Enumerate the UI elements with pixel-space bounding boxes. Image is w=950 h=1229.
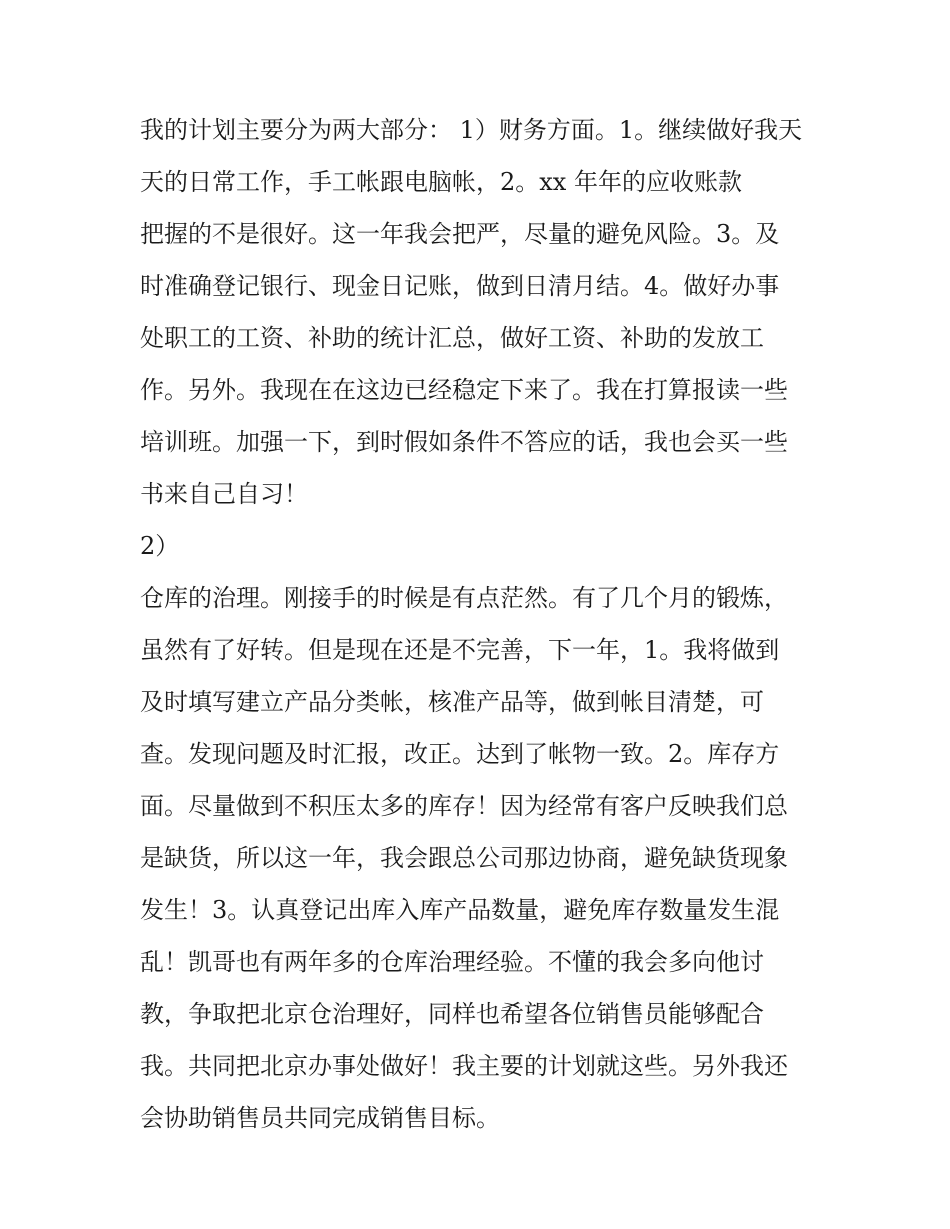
text-line: 仓库的治理。刚接手的时候是有点茫然。有了几个月的锻炼， [140,584,788,612]
text-line: 会协助销售员共同完成销售目标。 [140,1104,500,1132]
text-line: 天的日常工作，手工帐跟电脑帐，2。xx 年年的应收账款 [140,168,742,196]
text-line: 时准确登记银行、现金日记账，做到日清月结。4。做好办事 [140,272,780,300]
text-line: 处职工的工资、补助的统计汇总，做好工资、补助的发放工 [140,324,764,352]
text-line: 作。另外。我现在在这边已经稳定下来了。我在打算报读一些 [140,376,788,404]
section-number: 2） [140,532,180,560]
text-line: 发生！3。认真登记出库入库产品数量，避免库存数量发生混 [140,896,780,924]
text-line: 是缺货，所以这一年，我会跟总公司那边协商，避免缺货现象 [140,844,788,872]
text-line: 我。共同把北京办事处做好！我主要的计划就这些。另外我还 [140,1052,788,1080]
text-line: 我的计划主要分为两大部分： 1）财务方面。1。继续做好我天 [140,116,803,144]
text-line: 及时填写建立产品分类帐，核准产品等，做到帐目清楚，可 [140,688,764,716]
body-text [140,104,840,1144]
text-line: 把握的不是很好。这一年我会把严，尽量的避免风险。3。及 [140,220,780,248]
text-line: 虽然有了好转。但是现在还是不完善，下一年，1。我将做到 [140,636,780,664]
text-line: 查。发现问题及时汇报，改正。达到了帐物一致。2。库存方 [140,740,780,768]
text-line: 乱！凯哥也有两年多的仓库治理经验。不懂的我会多向他讨 [140,948,764,976]
text-line: 书来自己自习！ [140,480,308,508]
text-line: 培训班。加强一下，到时假如条件不答应的话，我也会买一些 [140,428,788,456]
text-line: 教，争取把北京仓治理好，同样也希望各位销售员能够配合 [140,1000,764,1028]
text-line: 面。尽量做到不积压太多的库存！因为经常有客户反映我们总 [140,792,788,820]
